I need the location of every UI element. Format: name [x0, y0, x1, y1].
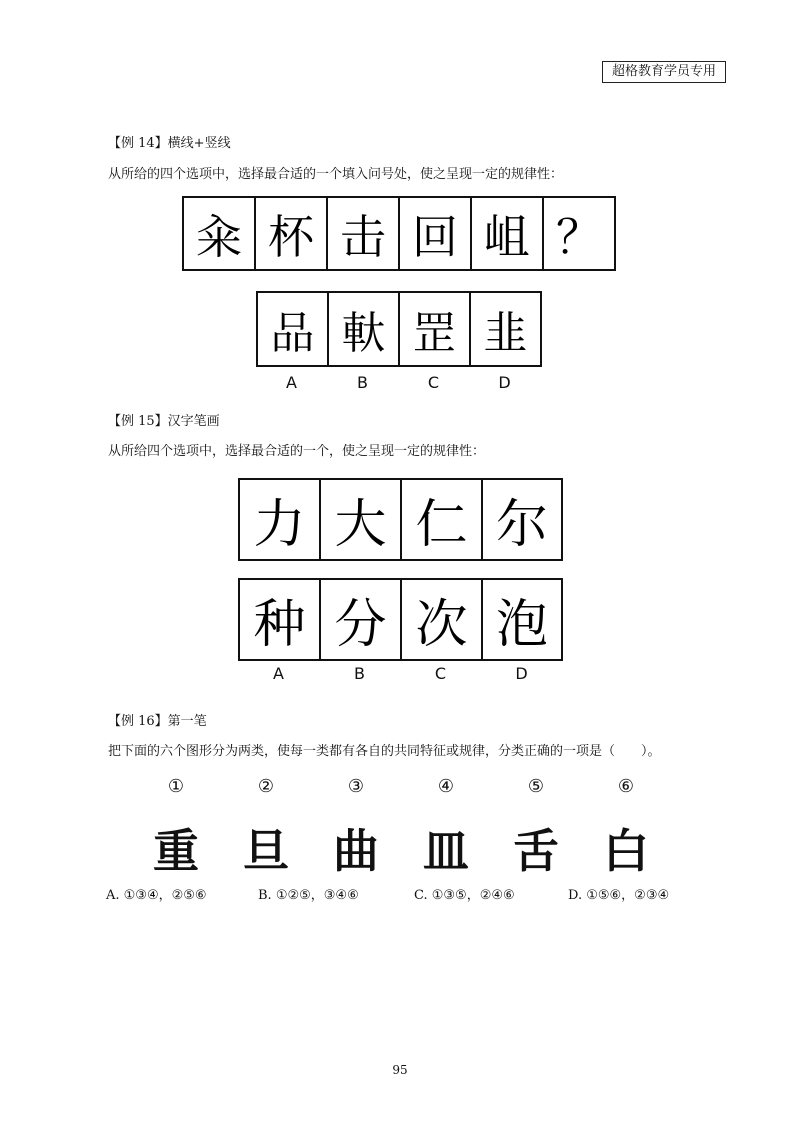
figure-char: 白	[603, 824, 649, 878]
option-label: D	[515, 664, 528, 683]
example-16-figures	[131, 776, 671, 881]
option-cell: 罡	[400, 293, 471, 365]
option-label: C	[434, 664, 447, 683]
example-15-options	[238, 578, 563, 661]
answer-option-b: B. ①②⑤，③④⑥	[258, 888, 359, 903]
option-cell: 次	[402, 580, 483, 659]
option-cell: 分	[321, 580, 402, 659]
option-cell: 品	[258, 293, 329, 365]
figure-number: ⑤	[527, 776, 545, 797]
example-14-sequence	[182, 196, 616, 271]
figure-item	[221, 776, 311, 881]
option-label: A	[273, 664, 284, 683]
figure-char: 重	[153, 824, 199, 878]
sequence-cell: 力	[240, 480, 321, 559]
option-cell: 泡	[495, 595, 548, 655]
sequence-cell: 仁	[402, 480, 483, 559]
figure-number: ①	[167, 776, 185, 797]
figure-number: ⑥	[617, 776, 635, 797]
figure-item	[401, 776, 491, 881]
option-label: A	[286, 373, 297, 392]
example-14-prompt: 从所给的四个选项中，选择最合适的一个填入问号处，使之呈现一定的规律性：	[108, 167, 564, 182]
example-14-title: 【例 14】横线+竖线	[108, 136, 231, 151]
figure-number: ③	[347, 776, 365, 797]
option-label: B	[357, 373, 368, 392]
sequence-cell: 杯	[256, 198, 328, 269]
figure-item	[131, 776, 221, 881]
page-number: 95	[392, 1063, 408, 1077]
example-16-prompt: 把下面的六个图形分为两类，使每一类都有各自的共同特征或规律，分类正确的一项是（ ）。	[108, 744, 661, 759]
option-cell: 韭	[483, 308, 528, 359]
example-15-labels	[238, 664, 562, 683]
option-label: B	[354, 664, 365, 683]
figure-item	[491, 776, 581, 881]
example-16-title: 【例 16】第一笔	[108, 714, 207, 729]
sequence-cell: 岨	[472, 198, 544, 269]
example-15-sequence	[238, 478, 563, 561]
question-mark-cell: ？	[556, 209, 602, 264]
figure-item	[581, 776, 671, 881]
option-label: C	[427, 373, 440, 392]
sequence-cell: 大	[321, 480, 402, 559]
example-15-title: 【例 15】汉字笔画	[108, 414, 220, 429]
figure-number: ④	[437, 776, 455, 797]
option-label: D	[498, 373, 511, 392]
example-14-labels	[256, 373, 540, 392]
option-cell: 軑	[329, 293, 400, 365]
example-15-prompt: 从所给四个选项中，选择最合适的一个，使之呈现一定的规律性：	[108, 444, 486, 459]
figure-char: 曲	[333, 824, 379, 878]
sequence-cell: 尔	[495, 495, 548, 555]
answer-option-d: D. ①⑤⑥，②③④	[568, 888, 670, 903]
figure-number: ②	[257, 776, 275, 797]
answer-option-a: A. ①③④，②⑤⑥	[106, 888, 207, 903]
figure-item	[311, 776, 401, 881]
sequence-cell: 籴	[184, 198, 256, 269]
figure-char: 旦	[243, 824, 289, 878]
option-cell: 种	[240, 580, 321, 659]
figure-char: 皿	[423, 824, 469, 878]
answer-option-c: C. ①③⑤，②④⑥	[414, 888, 515, 903]
figure-char: 舌	[513, 824, 559, 878]
header-badge: 超格教育学员专用	[602, 61, 726, 83]
example-14-options	[256, 291, 542, 367]
sequence-cell: 击	[328, 198, 400, 269]
sequence-cell: 回	[400, 198, 472, 269]
